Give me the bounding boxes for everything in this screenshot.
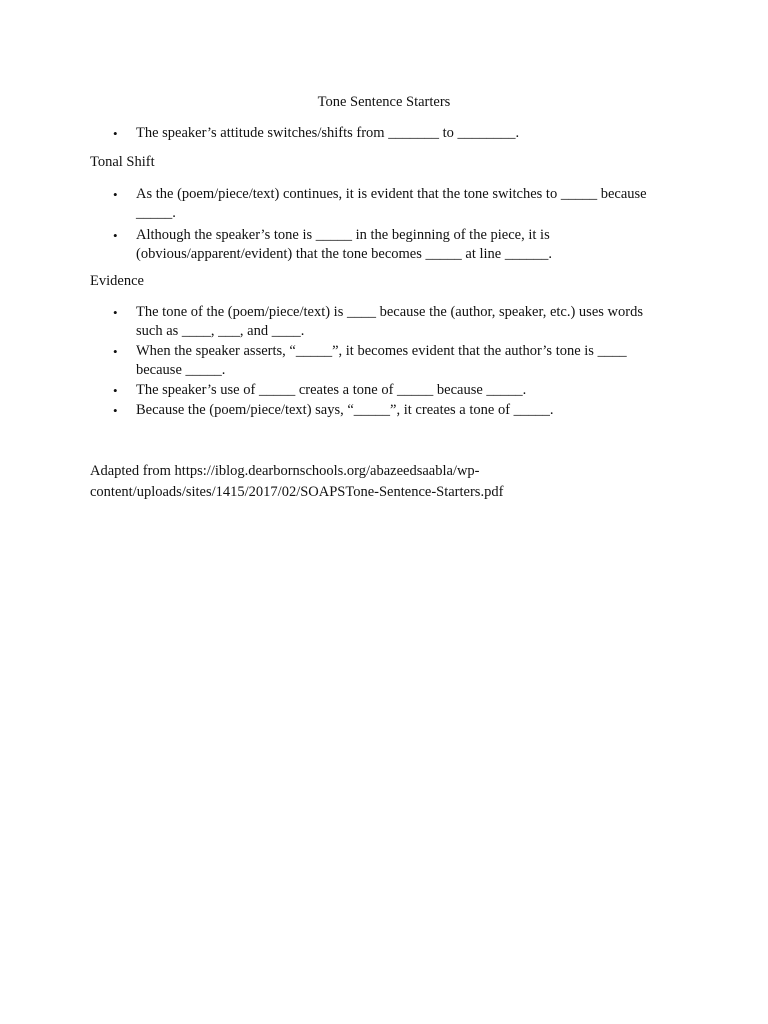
document-title: Tone Sentence Starters [317, 94, 451, 110]
bullet-dot: • [113, 344, 118, 359]
evidence-bullet-4 [0, 401, 671, 420]
section-heading-evidence: Evidence [90, 273, 144, 289]
bullet-text: The tone of the (poem/piece/text) is ____ because the (author, speaker, etc.) uses words such as ____, ___, and ____. [136, 304, 643, 339]
source-attribution [90, 461, 650, 503]
source-attribution-line-2: content/uploads/sites/1415/2017/02/SOAPSTone-Sentence-Starters.pdf [90, 484, 504, 500]
bullet-dot: • [113, 383, 118, 398]
bullet-text: The speaker’s use of _____ creates a tone of _____ because _____. [136, 382, 527, 398]
bullet-text: As the (poem/piece/text) continues, it is evident that the tone switches to _____ because _____. [136, 186, 647, 221]
section-heading-tonal-shift: Tonal Shift [90, 154, 155, 170]
tonal-shift-bullet-list [0, 185, 768, 264]
bullet-dot: • [113, 187, 118, 202]
bullet-dot: • [113, 228, 118, 243]
tonal-shift-bullet-1 [0, 185, 671, 223]
evidence-bullet-1 [0, 303, 671, 341]
evidence-bullet-list [0, 303, 768, 420]
intro-bullet-list [0, 124, 768, 143]
bullet-dot: • [113, 126, 118, 141]
bullet-dot: • [113, 403, 118, 418]
evidence-bullet-2 [0, 342, 671, 380]
source-attribution-line-1: Adapted from https://iblog.dearbornschools.org/abazeedsaabla/wp- [90, 463, 480, 479]
bullet-dot: • [113, 305, 118, 320]
bullet-text: Because the (poem/piece/text) says, “_____”, it creates a tone of _____. [136, 402, 554, 418]
bullet-text: The speaker’s attitude switches/shifts from _______ to ________. [136, 125, 520, 141]
bullet-text: Although the speaker’s tone is _____ in the beginning of the piece, it is (obvious/apparent/evident) that the tone becomes _____ at line ______. [136, 227, 552, 262]
bullet-text: When the speaker asserts, “_____”, it becomes evident that the author’s tone is ____ because _____. [136, 343, 627, 378]
tonal-shift-bullet-2 [0, 226, 671, 264]
evidence-bullet-3 [0, 381, 671, 400]
intro-bullet-1 [0, 124, 671, 143]
